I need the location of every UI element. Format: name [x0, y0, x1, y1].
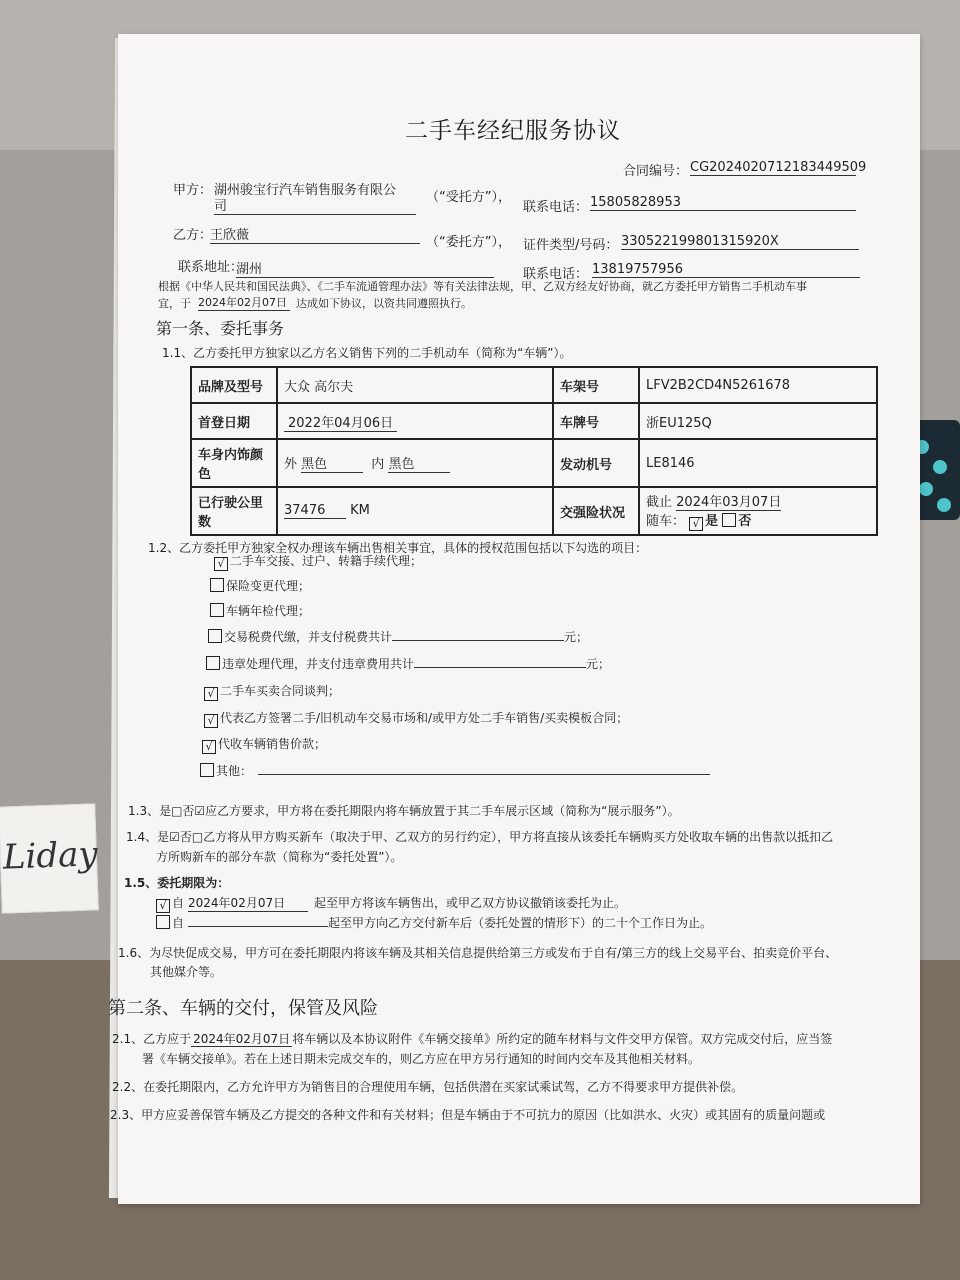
option-3-checkbox[interactable]	[210, 603, 224, 617]
party-b-id-label: 证件类型/号码：	[523, 238, 619, 253]
option-6-text: 二手车买卖合同谈判；	[220, 684, 341, 698]
intro-line2-post: 达成如下协议，以资共同遵照执行。	[296, 297, 472, 310]
article2-heading: 第二条、车辆的交付，保管及风险	[108, 998, 378, 1019]
option-5	[206, 655, 610, 672]
option-4-text: 交易税费代缴，并支付税费共计	[224, 630, 393, 644]
mileage-unit: KM	[350, 503, 370, 518]
option-8-checkbox[interactable]: √	[202, 740, 216, 754]
color-out-label: 外	[284, 457, 298, 472]
option-3-text: 车辆年检代理；	[226, 604, 311, 618]
insurance-date: 2024年03月07日	[676, 495, 782, 510]
clause-2-2: 2.2、在委托期限内，乙方允许甲方为销售目的合理使用车辆，包括供潜在买家试乘试驾，乙方不得要求甲方提供补偿。	[112, 1080, 744, 1094]
term-b-pre: 自	[172, 916, 185, 930]
sticky-note	[0, 803, 99, 913]
insurance-pre: 截止	[646, 495, 673, 510]
option-4	[208, 628, 588, 645]
reg-date-header: 首登日期	[191, 403, 277, 439]
option-4-blank[interactable]	[392, 628, 564, 641]
term-a-date: 2024年02月07日	[188, 894, 308, 912]
contract-no-value: CG2024020712183449509	[690, 160, 867, 175]
term-a-post: 起至甲方将该车辆售出，或甲乙双方协议撤销该委托为止。	[314, 896, 627, 910]
option-4-suffix: 元；	[564, 630, 589, 644]
party-b-id-no: 330522199801315920X	[621, 234, 859, 250]
option-1-checkbox[interactable]: √	[214, 557, 228, 571]
party-b-addr-label: 联系地址：	[178, 260, 244, 275]
term-b-checkbox[interactable]	[156, 915, 170, 929]
party-b-addr: 湖州	[236, 258, 494, 278]
option-1-text: 二手车交接、过户、转籍手续代理；	[230, 554, 423, 568]
clause-1-2: 1.2、乙方委托甲方独家全权办理该车辆出售相关事宜，具体的授权范围包括以下勾选的项目：	[148, 541, 648, 555]
brand-header: 品牌及型号	[191, 367, 277, 403]
mileage-cell	[277, 487, 553, 535]
clause-1-3: 1.3、是□否☑应乙方要求，甲方将在委托期限内将车辆放置于其二手车展示区域（简称为“展示服务”）。	[128, 804, 680, 818]
mileage-header: 已行驶公里数	[191, 487, 277, 535]
insurance-header: 交强险状况	[553, 487, 639, 535]
insurance-no-label: 否	[738, 514, 752, 529]
option-5-checkbox[interactable]	[206, 656, 220, 670]
party-a-role: （“受托方”），	[426, 190, 511, 205]
option-6	[204, 682, 340, 701]
party-a-phone: 15805828953	[590, 195, 856, 211]
clause-1-4-line2: 方所购新车的部分车款（简称为“委托处置”）。	[156, 850, 403, 864]
option-2-text: 保险变更代理；	[226, 579, 311, 593]
reg-date-cell	[277, 403, 553, 439]
document-title: 二手车经纪服务协议	[405, 118, 621, 144]
engine-value: LE8146	[639, 439, 877, 487]
plate-header: 车牌号	[553, 403, 639, 439]
option-5-text: 违章处理代理，并支付违章费用共计	[222, 657, 415, 671]
insurance-yes-label: 是	[705, 514, 719, 529]
option-5-blank[interactable]	[414, 655, 586, 668]
option-8-text: 代收车辆销售价款；	[218, 737, 327, 751]
option-2	[210, 577, 310, 594]
party-b-role: （“委托方”），	[426, 235, 511, 250]
option-4-checkbox[interactable]	[208, 629, 222, 643]
option-7-text: 代表乙方签署二手/旧机动车交易市场和/或甲方处二手车销售/买卖模板合同；	[220, 711, 629, 725]
party-b-label: 乙方：	[173, 228, 213, 243]
option-6-checkbox[interactable]: √	[204, 687, 218, 701]
party-a-name-line1: 湖州骏宝行汽车销售服务有限公	[214, 183, 397, 198]
party-a-label: 甲方：	[173, 183, 213, 198]
option-9-text: 其他：	[216, 764, 253, 778]
clause-2-1-line2: 署《车辆交接单》。若在上述日期未完成交车的，则乙方应在甲方另行通知的时间内交车及其他相关材料。	[142, 1052, 701, 1066]
option-9	[200, 762, 710, 779]
brand-value: 大众 高尔夫	[277, 367, 553, 403]
option-7-checkbox[interactable]: √	[204, 714, 218, 728]
clause-2-1-line1	[112, 1030, 832, 1047]
color-cell	[277, 439, 553, 487]
option-8	[202, 735, 326, 754]
contract-page	[108, 34, 920, 1204]
option-9-blank[interactable]	[258, 762, 710, 775]
reg-date-value: 2022年04月06日	[284, 416, 397, 432]
mileage-value: 37476	[284, 503, 346, 519]
insurance-with-label: 随车：	[646, 514, 686, 529]
clause-1-5-b	[156, 914, 712, 931]
article1-heading: 第一条、委托事务	[156, 319, 285, 338]
color-header: 车身内饰颜色	[191, 439, 277, 487]
option-3	[210, 602, 310, 619]
color-out-value: 黑色	[301, 453, 363, 473]
clause-2-1-pre: 2.1、乙方应于	[112, 1032, 192, 1046]
clause-1-4-line1: 1.4、是☑否□乙方将从甲方购买新车（取决于甲、乙双方的另行约定），甲方将直接从该委托车辆购买方处收取车辆的出售款以抵扣乙	[126, 830, 834, 844]
vin-value: LFV2B2CD4N5261678	[639, 367, 877, 403]
clause-2-3: 2.3、甲方应妥善保管车辆及乙方提交的各种文件和有关材料；但是车辆由于不可抗力的原因（比如洪水、火灾）或其固有的质量问题或	[110, 1108, 826, 1122]
party-b-phone: 13819757956	[592, 262, 860, 278]
insurance-yes-checkbox[interactable]: √	[689, 517, 703, 531]
insurance-no-checkbox[interactable]	[722, 513, 736, 527]
party-b-name: 王欣薇	[210, 224, 420, 244]
term-b-post: 起至甲方向乙方交付新车后（委托处置的情形下）的二十个工作日为止。	[328, 916, 713, 930]
option-7	[204, 709, 628, 728]
engine-header: 发动机号	[553, 439, 639, 487]
party-a-name-line2: 司	[214, 195, 416, 215]
sticky-note-text: Liday	[2, 834, 99, 878]
clause-2-1-post: 将车辆以及本协议附件《车辆交接单》所约定的随车材料与文件交甲方保管。双方完成交付后，应当签	[292, 1032, 833, 1046]
contract-no-label: 合同编号：	[623, 164, 689, 179]
intro-line2-pre: 宜，于	[158, 297, 191, 310]
clause-1-5-heading: 1.5、委托期限为：	[124, 876, 230, 890]
clause-1-6-line1: 1.6、为尽快促成交易，甲方可在委托期限内将该车辆及其相关信息提供给第三方或发布于自有/第三方的线上交易平台、拍卖竞价平台、	[118, 946, 838, 960]
insurance-cell	[639, 487, 877, 535]
option-1	[214, 552, 422, 571]
option-5-suffix: 元；	[586, 657, 611, 671]
clause-2-1-date: 2024年02月07日	[193, 1032, 291, 1046]
option-2-checkbox[interactable]	[210, 578, 224, 592]
color-in-value: 黑色	[388, 453, 450, 473]
party-b-phone-label: 联系电话：	[523, 267, 589, 282]
term-b-blank[interactable]	[188, 914, 328, 927]
party-a-phone-label: 联系电话：	[523, 200, 589, 215]
clause-1-6-line2: 其他媒介等。	[150, 965, 223, 979]
term-a-pre: 自	[172, 896, 185, 910]
clause-1-5-a	[156, 894, 626, 913]
intro-line1: 根据《中华人民共和国民法典》、《二手车流通管理办法》等有关法律法规，甲、乙双方经友好协商，就乙方委托甲方销售二手机动车事	[158, 280, 807, 293]
term-a-checkbox[interactable]: √	[156, 899, 170, 913]
clause-1-1: 1.1、乙方委托甲方独家以乙方名义销售下列的二手机动车（简称为“车辆”）。	[162, 346, 572, 360]
option-9-checkbox[interactable]	[200, 763, 214, 777]
plate-value: 浙EU125Q	[639, 403, 877, 439]
vin-header: 车架号	[553, 367, 639, 403]
color-in-label: 内	[371, 457, 385, 472]
vehicle-table	[190, 366, 878, 536]
intro-date: 2024年02月07日	[198, 294, 290, 311]
